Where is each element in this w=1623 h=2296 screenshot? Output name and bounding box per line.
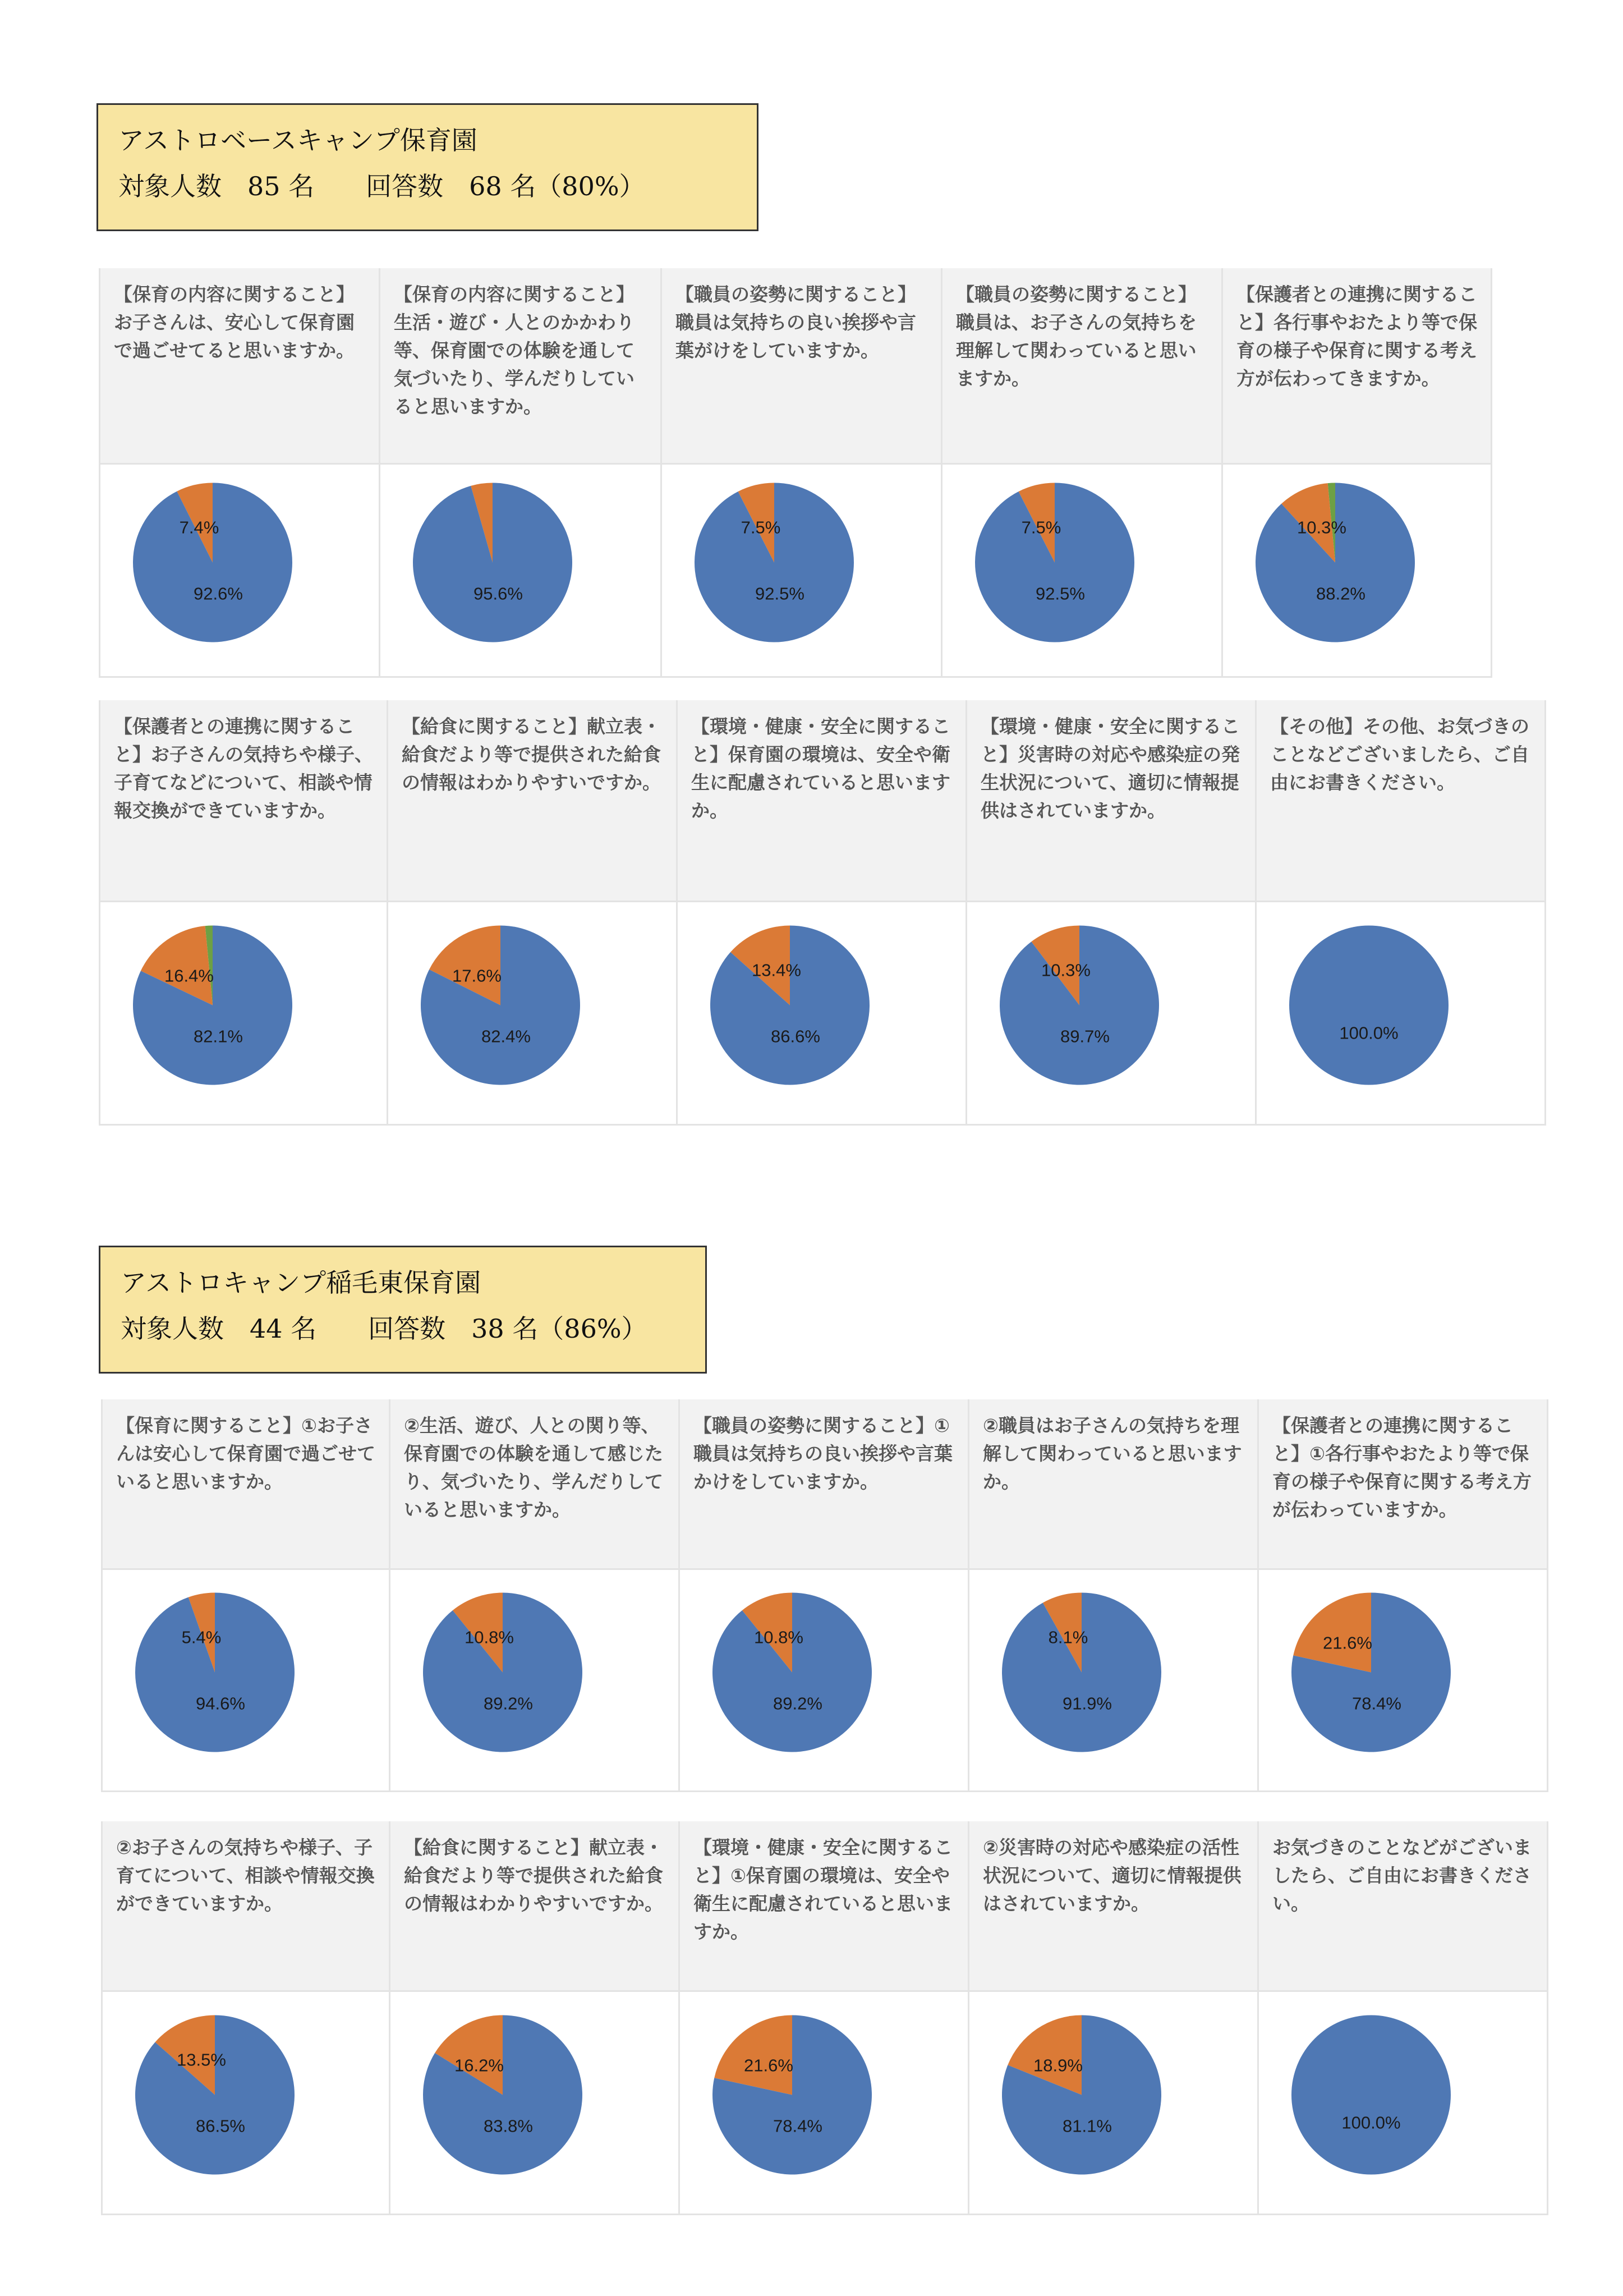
pie-label-yes: 78.4% [773,2116,822,2136]
section-1-title: アストロベースキャンプ保育園 [118,125,477,155]
pie-label-no: 10.3% [1297,517,1346,538]
pie-label-yes: 91.9% [1063,1693,1112,1714]
pie-chart [100,902,387,1124]
pie-label-yes: 86.6% [771,1026,820,1046]
pie-label-no: 13.5% [177,2050,226,2070]
pie-slice-yes [1000,926,1159,1085]
pie-chart [680,1570,968,1790]
question-cell: 【環境・健康・安全に関すること】災害時の対応や感染症の発生状況について、適切に情報提供はされていますか。 [967,700,1257,902]
pie-chart-cell [99,465,380,678]
question-cell: 【その他】その他、お気づきのことなどございましたら、ご自由にお書きください。 [1257,700,1546,902]
pie-chart-cell [1259,1570,1548,1792]
pie-label-yes: 88.2% [1316,584,1365,604]
pie-label-yes: 100.0% [1341,2113,1401,2133]
pie-label-yes: 78.4% [1352,1693,1401,1714]
pie-chart [969,1992,1257,2214]
pie-chart [680,1992,968,2214]
pie-chart-cell [969,1992,1259,2215]
pie-slice-yes [712,1593,872,1752]
question-cell: 【保育の内容に関すること】生活・遊び・人とのかかわり等、保育園での体験を通して気づいたり、学んだりしていると思いますか。 [380,268,662,465]
pie-label-yes: 92.5% [1036,584,1085,604]
question-cell: 【保護者との連携に関すること】お子さんの気持ちや様子、子育てなどについて、相談や情報交換ができていますか。 [99,700,388,902]
pie-chart [1223,465,1491,676]
pie-slice-yes [423,1593,582,1752]
pie-chart-cell [101,1570,390,1792]
question-cell: 【環境・健康・安全に関すること】①保育園の環境は、安全や衛生に配慮されていると思いますか。 [680,1821,969,1992]
question-cell: 【給食に関すること】献立表・給食だより等で提供された給食の情報はわかりやすいですか。 [388,700,678,902]
section-2-title-box [99,1246,707,1374]
pie-label-no: 7.5% [1021,517,1061,538]
pie-chart [967,902,1255,1124]
question-cell: 【職員の姿勢に関すること】職員は、お子さんの気持ちを理解して関わっていると思いますか。 [942,268,1223,465]
pie-label-yes: 92.6% [194,584,243,604]
pie-slice-yes [695,483,854,642]
question-cell: 【職員の姿勢に関すること】職員は気持ちの良い挨拶や言葉がけをしていますか。 [662,268,942,465]
pie-chart [390,1992,678,2214]
pie-chart-cell [942,465,1223,678]
pie-chart [103,1570,389,1790]
pie-chart [388,902,676,1124]
pie-label-yes: 92.5% [755,584,804,604]
question-cell: ②職員はお子さんの気持ちを理解して関わっていると思いますか。 [969,1399,1259,1570]
pie-slice-yes [1289,926,1449,1085]
section-1-subtitle: 対象人数 85 名 回答数 68 名（80%） [118,171,645,201]
pie-chart-cell [662,465,942,678]
pie-slice-yes [975,483,1134,642]
pie-label-no: 10.3% [1041,960,1091,980]
pie-slice-yes [413,483,572,642]
pie-chart-cell [680,1992,969,2215]
pie-label-yes: 81.1% [1063,2116,1112,2136]
pie-chart [1257,902,1544,1124]
pie-chart [390,1570,678,1790]
question-cell: ②お子さんの気持ちや様子、子育てについて、相談や情報交換ができていますか。 [101,1821,390,1992]
pie-label-no: 17.6% [452,966,502,986]
pie-chart-cell [680,1570,969,1792]
question-cell: 【保育に関すること】①お子さんは安心して保育園で過ごせていると思いますか。 [101,1399,390,1570]
pie-chart [969,1570,1257,1790]
question-cell: 【保護者との連携に関すること】①各行事やおたより等で保育の様子や保育に関する考え方が伝わっていますか。 [1259,1399,1548,1570]
question-cell: お気づきのことなどがございましたら、ご自由にお書きください。 [1259,1821,1548,1992]
section-2-subtitle: 対象人数 44 名 回答数 38 名（86%） [121,1314,647,1344]
pie-label-yes: 89.7% [1060,1026,1110,1046]
pie-chart-cell [1259,1992,1548,2215]
pie-chart [942,465,1221,676]
pie-label-yes: 89.2% [773,1693,822,1714]
pie-chart [678,902,965,1124]
pie-chart [662,465,941,676]
pie-chart [1259,1992,1547,2214]
pie-chart [100,465,379,676]
pie-label-no: 7.5% [741,517,781,538]
pie-slice-yes [135,1593,295,1752]
pie-label-no: 16.4% [164,966,214,986]
pie-label-yes: 95.6% [473,584,523,604]
pie-label-yes: 86.5% [196,2116,245,2136]
pie-label-no: 16.2% [454,2055,504,2075]
question-cell: ②生活、遊び、人との関り等、保育園での体験を通して感じたり、気づいたり、学んだりしていると思いますか。 [390,1399,680,1570]
pie-chart-cell [1223,465,1492,678]
question-cell: 【給食に関すること】献立表・給食だより等で提供された給食の情報はわかりやすいですか。 [390,1821,680,1992]
pie-chart-cell [101,1992,390,2215]
pie-chart [380,465,660,676]
pie-label-yes: 82.4% [481,1026,531,1046]
pie-chart-cell [678,902,967,1126]
pie-label-yes: 82.1% [194,1026,243,1046]
pie-label-no: 8.1% [1048,1627,1088,1647]
pie-label-no: 21.6% [744,2055,793,2075]
pie-label-yes: 94.6% [196,1693,245,1714]
pie-slice-yes [1291,2015,1451,2175]
pie-label-yes: 89.2% [484,1693,533,1714]
pie-slice-yes [133,483,292,642]
pie-chart-cell [388,902,678,1126]
section-1-title-box [96,103,758,231]
pie-chart-cell [967,902,1257,1126]
pie-label-no: 18.9% [1033,2055,1083,2075]
pie-label-yes: 100.0% [1339,1023,1399,1043]
question-cell: 【保育の内容に関すること】お子さんは、安心して保育園で過ごせてると思いますか。 [99,268,380,465]
pie-chart-cell [390,1570,680,1792]
pie-chart-cell [1257,902,1546,1126]
section-2-title: アストロキャンプ稲毛東保育園 [121,1268,481,1298]
pie-label-yes: 83.8% [484,2116,533,2136]
pie-chart [1259,1570,1547,1790]
pie-label-no: 13.4% [752,960,801,980]
pie-label-no: 7.4% [179,517,219,538]
pie-chart-cell [380,465,662,678]
pie-chart-cell [969,1570,1259,1792]
question-cell: 【職員の姿勢に関すること】①職員は気持ちの良い挨拶や言葉かけをしていますか。 [680,1399,969,1570]
pie-slice-yes [1002,1593,1161,1752]
pie-slice-yes [1256,483,1415,642]
pie-chart-cell [99,902,388,1126]
pie-label-no: 10.8% [465,1627,514,1647]
pie-label-no: 21.6% [1323,1633,1372,1653]
question-cell: 【保護者との連携に関すること】各行事やおたより等で保育の様子や保育に関する考え方が伝わってきますか。 [1223,268,1492,465]
pie-chart-cell [390,1992,680,2215]
pie-label-no: 10.8% [754,1627,803,1647]
pie-label-no: 5.4% [181,1627,222,1647]
question-cell: 【環境・健康・安全に関すること】保育園の環境は、安全や衛生に配慮されていると思いますか。 [678,700,967,902]
question-cell: ②災害時の対応や感染症の活性状況について、適切に情報提供はされていますか。 [969,1821,1259,1992]
pie-chart [103,1992,389,2214]
